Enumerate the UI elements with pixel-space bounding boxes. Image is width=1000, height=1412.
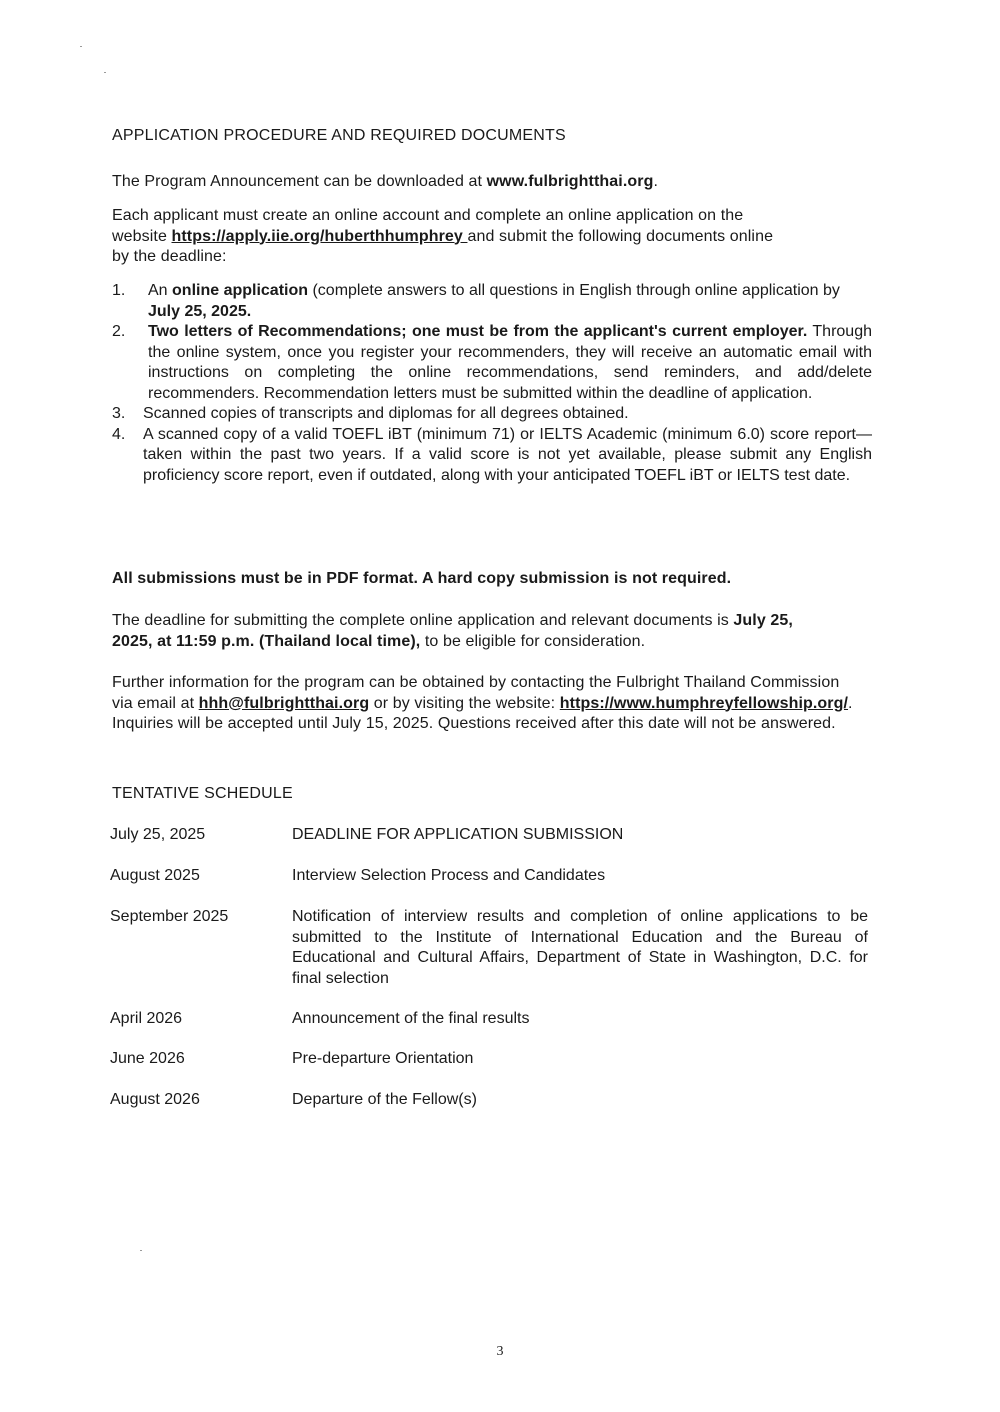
scan-speck (140, 1250, 142, 1251)
deadline-paragraph (112, 611, 832, 652)
schedule-description: Notification of interview results and completion of online applications to be submitted to the Institute of International Education and the Bureau of Educational and Cultural Affairs, Department of State in Washington, D.C. for final selection (292, 908, 868, 987)
list-item-text: online application (172, 282, 309, 299)
contact-email-link[interactable]: hhh@fulbrightthai.org (198, 694, 370, 712)
announcement-suffix: . (653, 173, 658, 190)
list-item-number: 1. (112, 282, 126, 299)
schedule-date: August 2025 (110, 867, 200, 884)
announcement-paragraph (112, 172, 872, 193)
intro-text: Each applicant must create an online account and complete an online application on the website (112, 207, 744, 245)
deadline-text-2: to be eligible for consideration. (420, 632, 646, 650)
document-list-item (112, 404, 872, 425)
page-number: 3 (496, 1344, 504, 1359)
document-list-item (112, 281, 872, 322)
contact-text: Further information for the program can be obtained by contacting the Fulbright Thailand Commission via email at (112, 674, 840, 712)
pdf-format-note: All submissions must be in PDF format. A hard copy submission is not required. (112, 570, 732, 587)
section-heading-schedule: TENTATIVE SCHEDULE (112, 785, 293, 802)
contact-text-3: . Inquiries will be accepted until July 15, 2025. Questions received after this date will not be answered. (112, 694, 853, 732)
document-list-item (112, 322, 872, 404)
section-heading-procedure: APPLICATION PROCEDURE AND REQUIRED DOCUMENTS (112, 127, 566, 144)
schedule-date: April 2026 (110, 1010, 183, 1027)
required-documents-list (112, 281, 872, 486)
humphrey-website-link[interactable]: https://www.humphreyfellowship.org/ (559, 694, 849, 712)
contact-text-2: or by visiting the website: (369, 694, 560, 712)
schedule-description: Interview Selection Process and Candidates (292, 867, 606, 884)
scan-speck (80, 46, 82, 47)
scan-speck (104, 72, 106, 73)
list-item-text: Through the online system, once you register your recommenders, they will receive an automatic email with instructions on completing the online recommendations, send reminders, and add/delete recommenders. Recommendation letters must be submitted within the deadline of application. (148, 323, 873, 402)
schedule-description: Departure of the Fellow(s) (292, 1091, 477, 1108)
announcement-text: The Program Announcement can be downloaded at (112, 173, 487, 190)
list-item-text: An (148, 282, 173, 299)
document-list-item (112, 425, 872, 487)
deadline-date: July 25, 2025, at 11:59 p.m. (Thailand local time), (112, 612, 793, 650)
list-item-number: 4. (112, 425, 126, 443)
list-item-text: (complete answers to all questions in English through online application by (308, 282, 840, 299)
contact-paragraph (112, 673, 857, 735)
schedule-description: Pre-departure Orientation (292, 1050, 474, 1067)
schedule-description: DEADLINE FOR APPLICATION SUBMISSION (292, 826, 624, 843)
announcement-site: www.fulbrightthai.org (486, 173, 654, 190)
list-item-text: July 25, 2025. (148, 302, 252, 320)
schedule-date: August 2026 (110, 1091, 200, 1108)
schedule-date: June 2026 (110, 1050, 185, 1067)
schedule-description: Announcement of the final results (292, 1010, 530, 1027)
list-item-text: A scanned copy of a valid TOEFL iBT (minimum 71) or IELTS Academic (minimum 6.0) score report—taken within the past two years. If a valid score is not yet available, please submit any English proficiency score report, even if outdated, along with your anticipated TOEFL iBT or IELTS test date. (143, 425, 872, 484)
deadline-text: The deadline for submitting the complete online application and relevant documents is (112, 612, 734, 629)
list-item-number: 2. (112, 323, 126, 340)
intro-text-2: and submit the following documents online by the deadline: (112, 227, 774, 265)
list-item-number: 3. (112, 405, 126, 422)
schedule-date: July 25, 2025 (110, 826, 206, 843)
intro-paragraph (112, 206, 792, 268)
list-item-text: Two letters of Recommendations; one must be from the applicant's current employer. (148, 323, 808, 340)
apply-link[interactable]: https://apply.iie.org/huberthhumphrey (171, 227, 468, 245)
list-item-text: Scanned copies of transcripts and diplomas for all degrees obtained. (143, 405, 629, 422)
schedule-date: September 2025 (110, 908, 229, 925)
